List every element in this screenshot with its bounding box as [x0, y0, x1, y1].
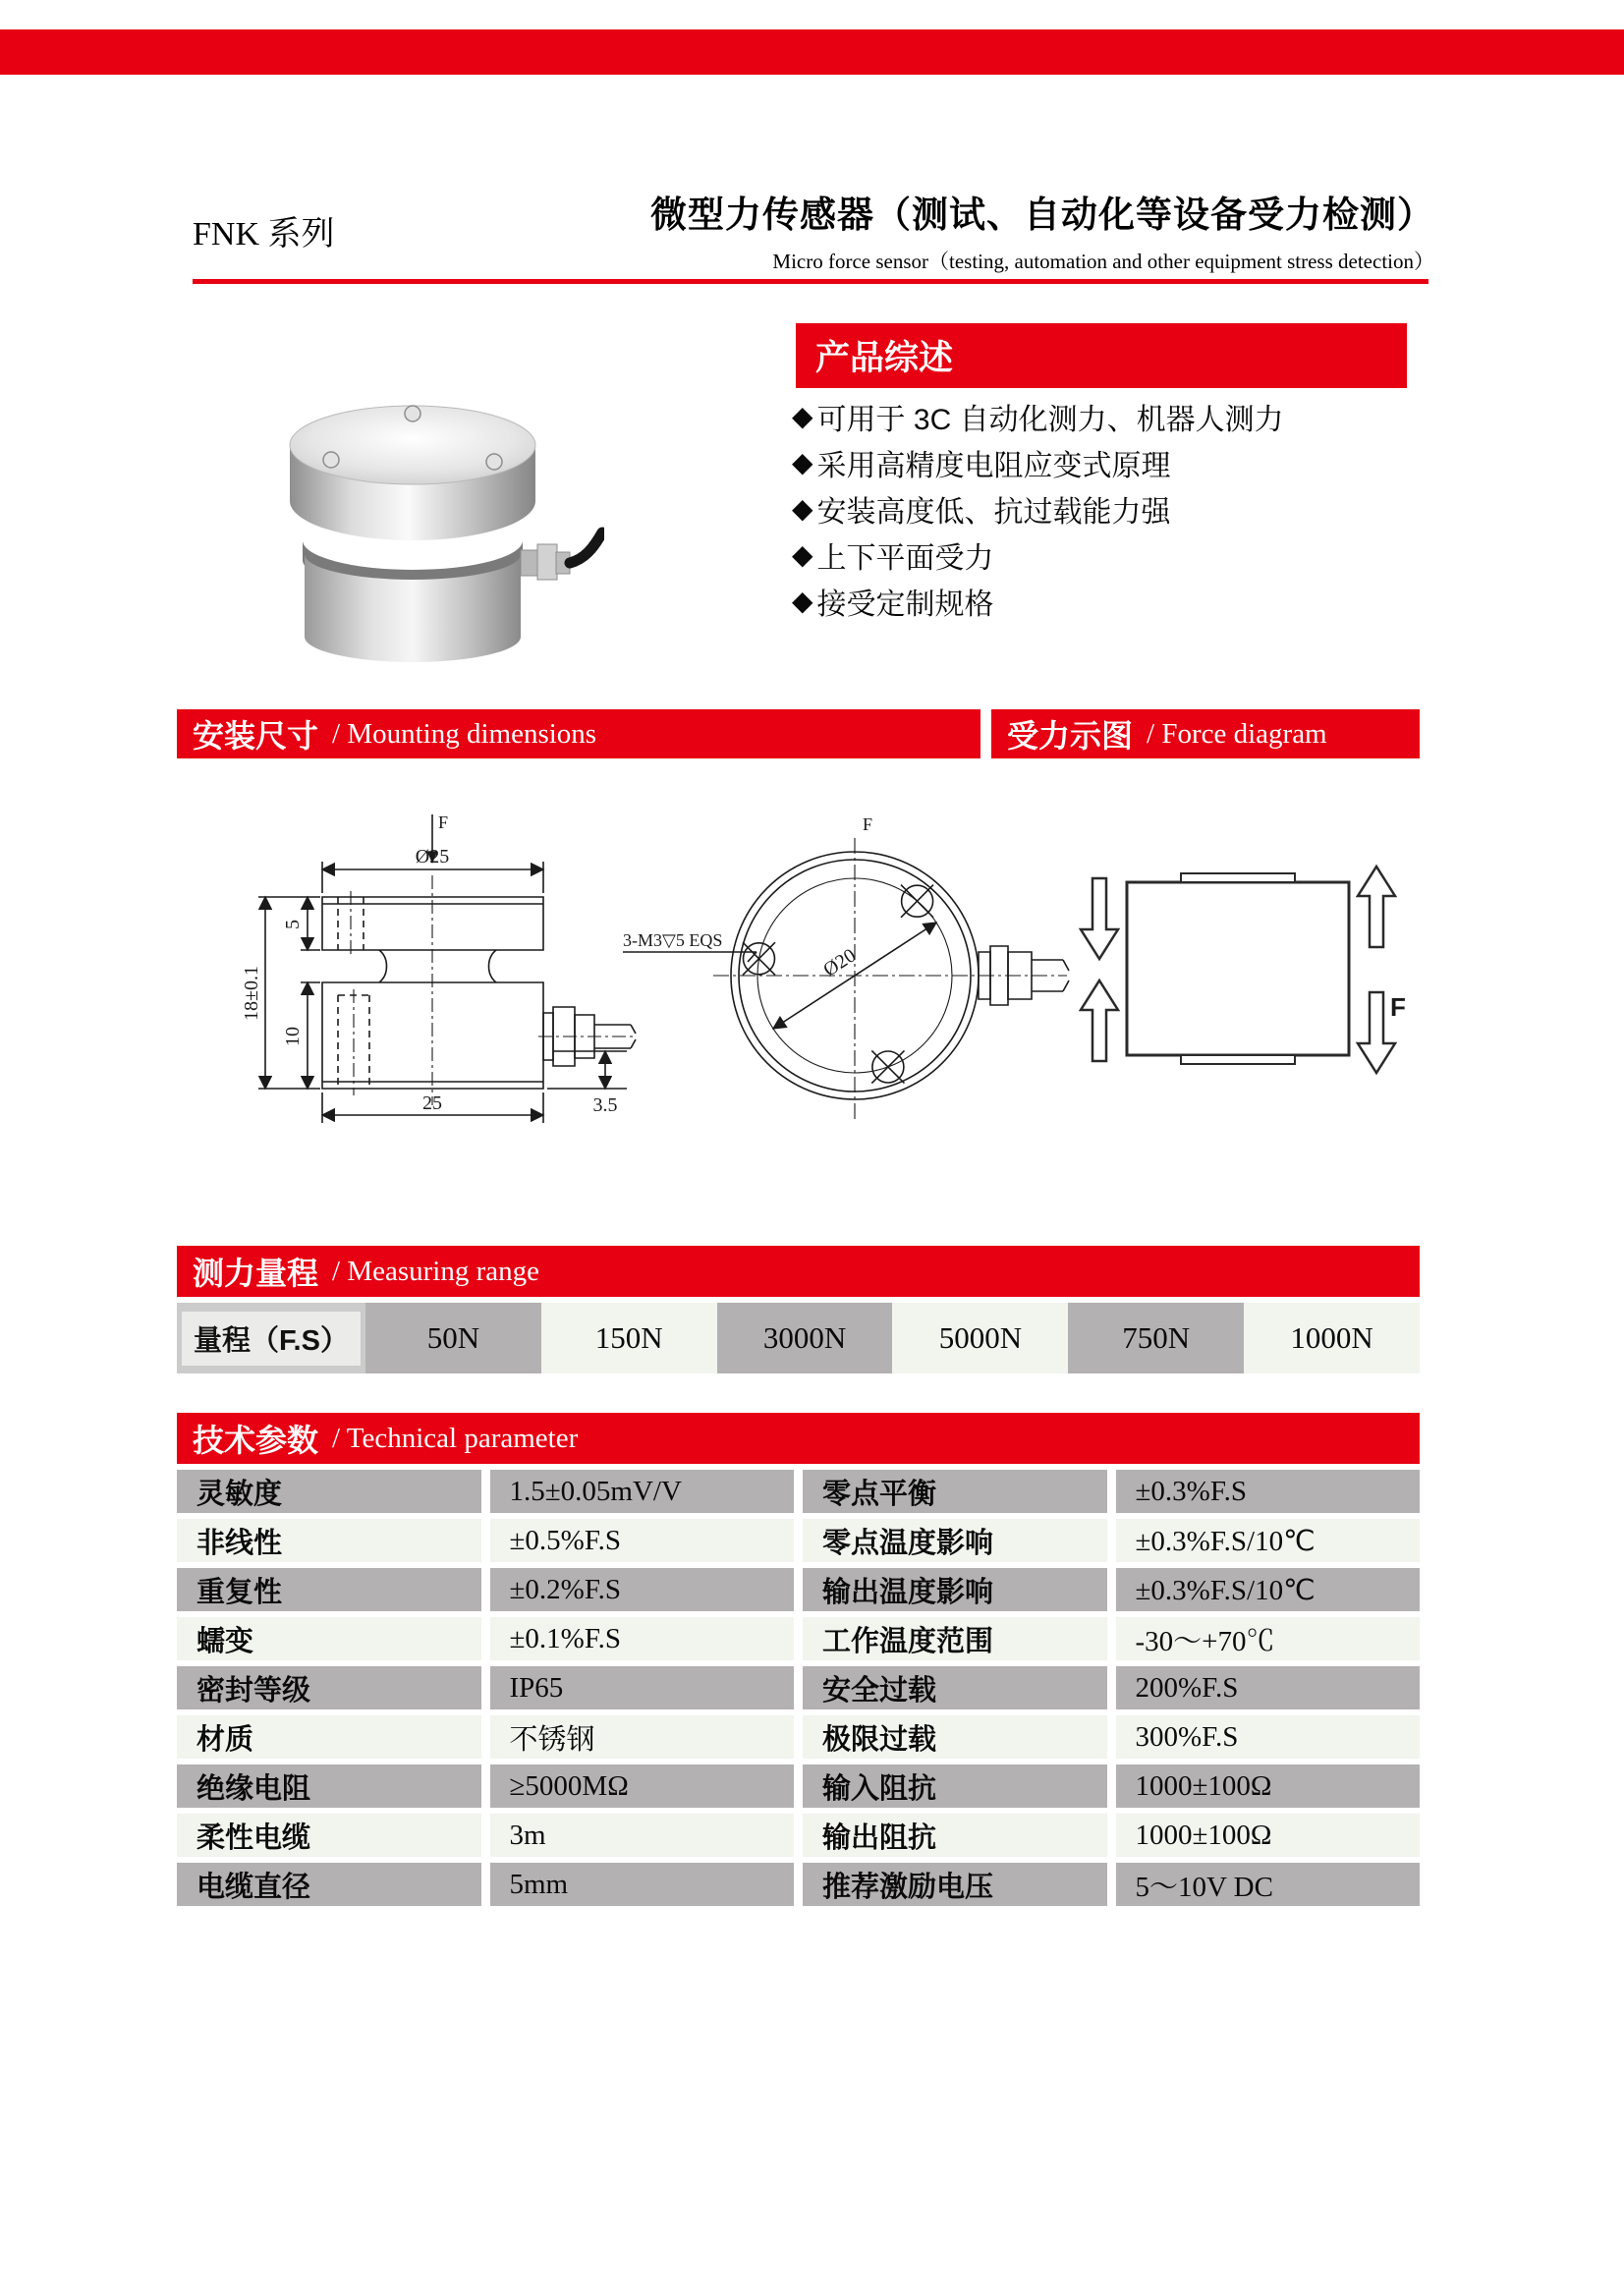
- tech-label-cell: 零点平衡: [803, 1470, 1107, 1513]
- tech-value-cell: ±0.3%F.S/10℃: [1116, 1568, 1421, 1611]
- force-label: F: [1390, 992, 1406, 1022]
- section-title-en: / Mounting dimensions: [332, 717, 597, 750]
- tech-label-cell: 输入阻抗: [803, 1764, 1107, 1808]
- section-title-zh: 技术参数: [193, 1423, 319, 1458]
- dim-label-10: 10: [282, 1027, 304, 1046]
- range-value-cell: 5000N: [892, 1303, 1068, 1373]
- range-value-cell: 750N: [1068, 1303, 1244, 1373]
- dim-label-25: 25: [422, 1092, 442, 1114]
- dim-label-d20: Ø20: [819, 944, 861, 981]
- arrow-left-up: [1081, 980, 1118, 1061]
- dim-label-f: F: [438, 812, 449, 832]
- tech-label-cell: 灵敏度: [177, 1470, 481, 1513]
- tech-value-cell: IP65: [490, 1666, 795, 1709]
- range-label-cell: [177, 1303, 365, 1373]
- tech-label-cell: 非线性: [177, 1519, 481, 1562]
- tech-label-cell: 绝缘电阻: [177, 1764, 481, 1808]
- top-accent-bar: [0, 29, 1624, 75]
- overview-bullet: [792, 393, 1480, 439]
- tech-label-cell: 输出温度影响: [803, 1568, 1107, 1611]
- tech-label-cell: 重复性: [177, 1568, 481, 1611]
- tech-value-cell: ±0.1%F.S: [490, 1617, 795, 1660]
- tech-value-cell: 5～10V DC: [1116, 1863, 1421, 1906]
- table-row: [177, 1715, 1420, 1759]
- bullet-text: 上下平面受力: [816, 541, 994, 575]
- table-row: [177, 1568, 1420, 1611]
- tech-label-cell: 零点温度影响: [803, 1519, 1107, 1562]
- dim-label-18: 18±0.1: [241, 966, 262, 1021]
- bullet-text: 安装高度低、抗过载能力强: [816, 495, 1171, 529]
- series-label: FNK 系列: [193, 216, 335, 252]
- tech-label-cell: 柔性电缆: [177, 1814, 481, 1857]
- tech-table: [177, 1470, 1420, 1912]
- tech-value-cell: ≥5000MΩ: [490, 1764, 795, 1808]
- section-title-en: / Measuring range: [332, 1255, 540, 1287]
- section-bar-tech: [177, 1413, 1420, 1464]
- cable: [570, 532, 602, 563]
- diamond-bullet-icon: ◆: [792, 539, 813, 570]
- dim-label-35: 3.5: [592, 1094, 618, 1116]
- table-row: [177, 1617, 1420, 1660]
- product-photo: [221, 312, 604, 686]
- arrow-right-up: [1358, 867, 1395, 947]
- tech-label-cell: 蠕变: [177, 1617, 481, 1660]
- force-diagram-drawing: [1066, 837, 1410, 1102]
- screw-2: [323, 452, 339, 468]
- section-bar-range: [177, 1246, 1420, 1297]
- side-view-drawing: [214, 811, 637, 1135]
- section-title-en: / Technical parameter: [332, 1422, 579, 1454]
- diamond-bullet-icon: ◆: [792, 586, 813, 616]
- overview-bullet-list: [792, 393, 1480, 624]
- tech-value-cell: ±0.5%F.S: [490, 1519, 795, 1562]
- table-row: [177, 1764, 1420, 1808]
- dim-label-f: F: [863, 814, 873, 834]
- tech-label-cell: 电缆直径: [177, 1863, 481, 1906]
- section-bar-mounting: [177, 709, 980, 758]
- top-view-drawing: [619, 811, 1071, 1135]
- tech-value-cell: 不锈钢: [490, 1715, 795, 1759]
- bullet-text: 采用高精度电阻应变式原理: [816, 449, 1171, 482]
- tech-label-cell: 材质: [177, 1715, 481, 1759]
- table-row: [177, 1863, 1420, 1906]
- dim-label-d25: Ø25: [415, 846, 450, 868]
- section-title-en: / Force diagram: [1147, 717, 1327, 750]
- screw-3: [486, 454, 502, 470]
- tech-value-cell: 1000±100Ω: [1116, 1814, 1421, 1857]
- range-value-cell: 3000N: [717, 1303, 893, 1373]
- bullet-text: 可用于 3C 自动化测力、机器人测力: [816, 403, 1284, 436]
- tech-label-cell: 安全过载: [803, 1666, 1107, 1709]
- cable-gland-2: [537, 544, 557, 580]
- range-value-cell: 1000N: [1244, 1303, 1420, 1373]
- cable-gland-1: [521, 550, 538, 576]
- diamond-bullet-icon: ◆: [792, 447, 813, 477]
- overview-header-label: 产品综述: [815, 339, 954, 377]
- tech-value-cell: -30～+70℃: [1116, 1617, 1421, 1660]
- section-title-zh: 安装尺寸: [193, 718, 319, 754]
- tech-value-cell: 5mm: [490, 1863, 795, 1906]
- arrow-left-down: [1081, 878, 1118, 959]
- range-value-cell: 150N: [541, 1303, 717, 1373]
- overview-bullet: [792, 578, 1480, 624]
- diamond-bullet-icon: ◆: [792, 401, 813, 431]
- tech-value-cell: 300%F.S: [1116, 1715, 1421, 1759]
- tech-label-cell: 极限过载: [803, 1715, 1107, 1759]
- tech-value-cell: ±0.3%F.S: [1116, 1470, 1421, 1513]
- range-value-cell: 50N: [365, 1303, 541, 1373]
- table-row: [177, 1814, 1420, 1857]
- tech-label-cell: 密封等级: [177, 1666, 481, 1709]
- product-title: 微型力传感器（测试、自动化等设备受力检测）: [650, 195, 1434, 235]
- overview-bullet: [792, 532, 1480, 578]
- tech-value-cell: 1000±100Ω: [1116, 1764, 1421, 1808]
- tech-label-cell: 输出阻抗: [803, 1814, 1107, 1857]
- bullet-text: 接受定制规格: [816, 588, 994, 621]
- section-title-zh: 测力量程: [193, 1256, 319, 1291]
- overview-bullet: [792, 485, 1480, 532]
- product-subtitle: Micro force sensor（testing, automation and other equipment stress detection）: [772, 250, 1434, 273]
- table-row: [177, 1470, 1420, 1513]
- header-divider: [193, 279, 1428, 284]
- range-label: 量程（F.S）: [182, 1312, 361, 1366]
- screw-1: [405, 406, 420, 421]
- tech-label-cell: 推荐激励电压: [803, 1863, 1107, 1906]
- range-row: [177, 1303, 1420, 1373]
- tech-value-cell: ±0.2%F.S: [490, 1568, 795, 1611]
- tech-value-cell: 200%F.S: [1116, 1666, 1421, 1709]
- tech-label-cell: 工作温度范围: [803, 1617, 1107, 1660]
- table-row: [177, 1666, 1420, 1709]
- overview-bullet: [792, 439, 1480, 485]
- overview-header: [796, 323, 1407, 388]
- diamond-bullet-icon: ◆: [792, 493, 813, 524]
- section-title-zh: 受力示图: [1007, 718, 1134, 754]
- tech-value-cell: 3m: [490, 1814, 795, 1857]
- dim-label-5: 5: [282, 920, 304, 929]
- section-bar-force: [991, 709, 1420, 758]
- thread-note-label: 3-M3▽5 EQS: [623, 930, 723, 950]
- table-row: [177, 1519, 1420, 1562]
- tech-value-cell: ±0.3%F.S/10℃: [1116, 1519, 1421, 1562]
- tech-value-cell: 1.5±0.05mV/V: [490, 1470, 795, 1513]
